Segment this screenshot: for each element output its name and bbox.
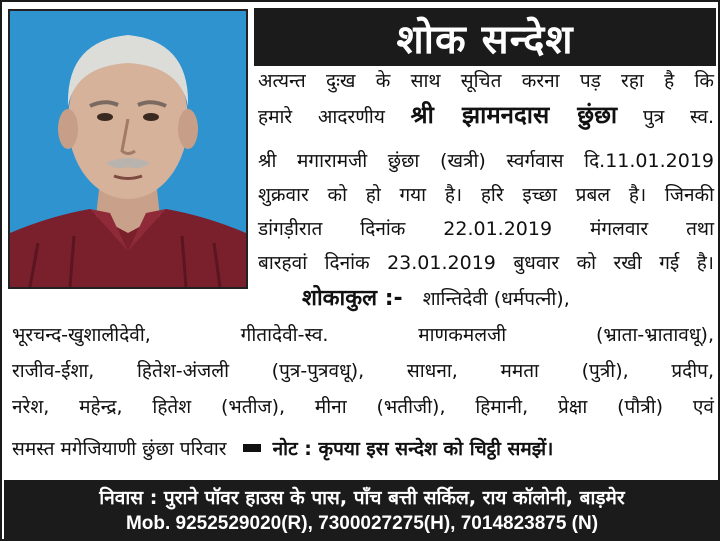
relation-text: पुत्र स्व. [642, 106, 714, 128]
address-text: निवास : पुराने पॉवर हाउस के पास, पाँच बत्ती सर्किल, राय कॉलोनी, बाड़मेर [99, 487, 625, 509]
text-line-7 [302, 288, 570, 310]
mobile-numbers: Mob. 9252529020(R), 7300027275(H), 7014823875 (N) [125, 513, 599, 534]
square-bullet-icon [243, 444, 261, 452]
notice-title: शोक सन्देश [396, 15, 574, 63]
title-banner [254, 8, 716, 66]
honorific-text: हमारे आदरणीय [258, 106, 385, 128]
portrait-photo [8, 9, 248, 289]
text-line-9: राजीव-ईशा, हितेश-अंजली (पुत्र-पुत्रवधू), साधना, ममता (पुत्री), प्रदीप, [12, 360, 714, 382]
mourners-first: शान्तिदेवी (धर्मपत्नी), [422, 288, 570, 310]
footer-banner [4, 480, 720, 541]
note-text: नोट : कृपया इस सन्देश को चिट्ठी समझें। [272, 438, 554, 460]
deceased-name: श्री झामनदास छुंछा [410, 101, 618, 129]
text-line-4: शुक्रवार को हो गया है। हरि इच्छा प्रबल है। जिनकी [258, 184, 714, 206]
family-text: समस्त मगेजियाणी छुंछा परिवार [12, 438, 227, 460]
text-line-6: बारहवां दिनांक 23.01.2019 बुधवार को रखी गई है। [258, 252, 714, 274]
text-line-8: भूरचन्द-खुशालीदेवी, गीतादेवी-स्व. माणकमलजी (भ्राता-भ्रातावधू), [12, 324, 714, 346]
text-line-2 [258, 101, 714, 129]
text-line-1: अत्यन्त दुःख के साथ सूचित करना पड़ रहा है कि [258, 70, 714, 92]
mourners-label: शोकाकुल :- [302, 286, 403, 311]
text-line-5: डांगड़ीरात दिनांक 22.01.2019 मंगलवार तथा [258, 218, 714, 240]
text-line-3: श्री मगारामजी छुंछा (खत्री) स्वर्गवास दि.11.01.2019 [258, 150, 714, 172]
text-line-11 [12, 438, 553, 460]
portrait-illustration [10, 11, 246, 287]
text-line-10: नरेश, महेन्द्र, हितेश (भतीज), मीना (भतीजी), हिमानी, प्रेक्षा (पौत्री) एवं [12, 396, 714, 418]
